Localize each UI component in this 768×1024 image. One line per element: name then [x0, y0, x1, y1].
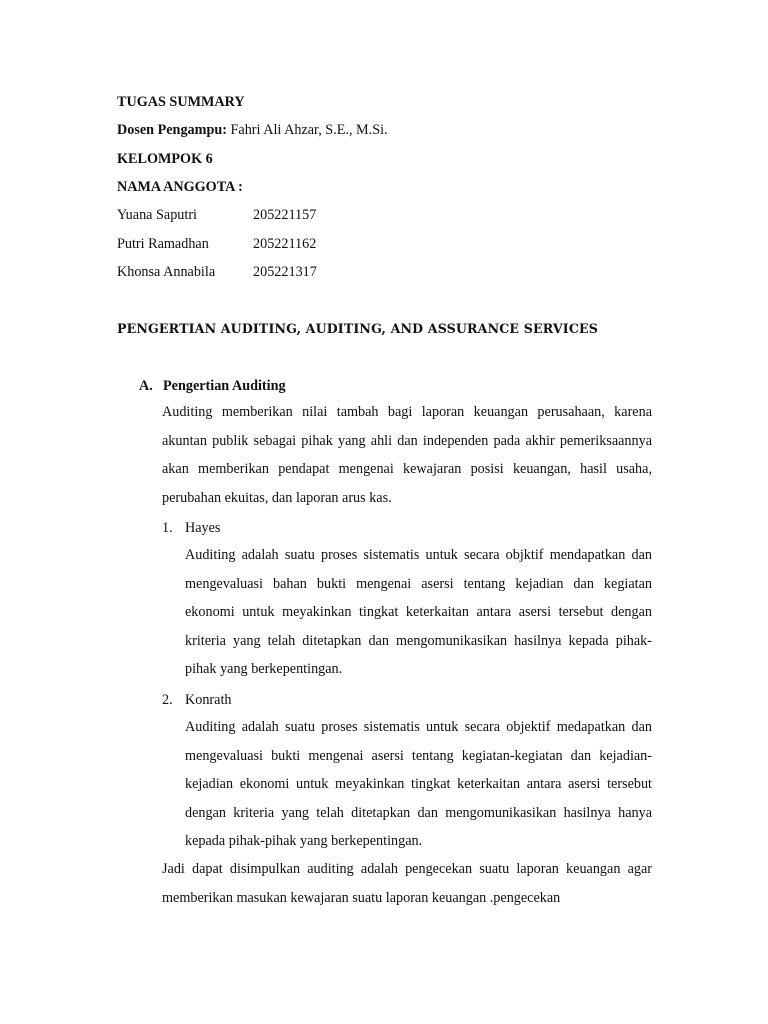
member-row	[117, 234, 316, 254]
member-row	[117, 205, 316, 225]
list-item-paragraph: Auditing adalah suatu proses sistematis untuk secara objektif medapatkan dan mengevaluasi bukti mengenai asersi tentang kegiatan-kegiatan dan kejadian-kejadian ekonomi untuk meyakinkan tingkat keterkaitan antara asersi tersebut dengan kriteria yang telah ditetapkan dan mengomunikasikan hasilnya hanya kepada pihak-pihak yang berkepentingan.	[185, 719, 652, 849]
assignment-title: TUGAS SUMMARY	[117, 94, 245, 110]
section-heading	[139, 376, 286, 396]
list-item-marker: 2.	[162, 692, 173, 708]
section-heading-text: Pengertian Auditing	[163, 378, 286, 394]
list-item-heading	[162, 518, 220, 538]
member-name: Putri Ramadhan	[117, 236, 209, 252]
member-name: Yuana Saputri	[117, 207, 197, 223]
list-item-title: Konrath	[185, 692, 232, 708]
member-id: 205221317	[253, 264, 317, 280]
conclusion-paragraph: Jadi dapat disimpulkan auditing adalah pengecekan suatu laporan keuangan agar memberikan masukan kewajaran suatu laporan keuangan .pengecekan	[162, 861, 652, 906]
document-title: PENGERTIAN AUDITING, AUDITING, AND ASSURANCE SERVICES	[117, 321, 598, 336]
lecturer-label: Dosen Pengampu:	[117, 122, 227, 138]
members-label: NAMA ANGGOTA :	[117, 179, 243, 195]
member-name: Khonsa Annabila	[117, 264, 216, 280]
lecturer-line	[117, 120, 388, 140]
list-item-title: Hayes	[185, 520, 221, 536]
lecturer-name: Fahri Ali Ahzar, S.E., M.Si.	[230, 122, 388, 138]
section-intro-paragraph: Auditing memberikan nilai tambah bagi laporan keuangan perusahaan, karena akuntan publik sebagai pihak yang ahli dan independen pada akhir pemeriksaannya akan memberikan pendapat mengenai kewajaran posisi keuangan, hasil usaha, perubahan ekuitas, dan laporan arus kas.	[162, 404, 652, 506]
member-id: 205221157	[253, 207, 317, 223]
list-item-paragraph: Auditing adalah suatu proses sistematis untuk secara objktif mendapatkan dan mengevaluasi bahan bukti mengenai asersi tentang kejadian dan kegiatan ekonomi untuk meyakinkan tingkat keterkaitan antara asersi tersebut dengan kriteria yang telah ditetapkan dan mengomunikasikan hasilnya kepada pihak-pihak yang berkepentingan.	[185, 547, 652, 677]
group-label: KELOMPOK 6	[117, 151, 213, 167]
member-id: 205221162	[253, 236, 317, 252]
member-row	[117, 262, 317, 282]
list-item-marker: 1.	[162, 520, 173, 536]
list-item-heading	[162, 690, 232, 710]
section-marker: A.	[139, 378, 153, 394]
